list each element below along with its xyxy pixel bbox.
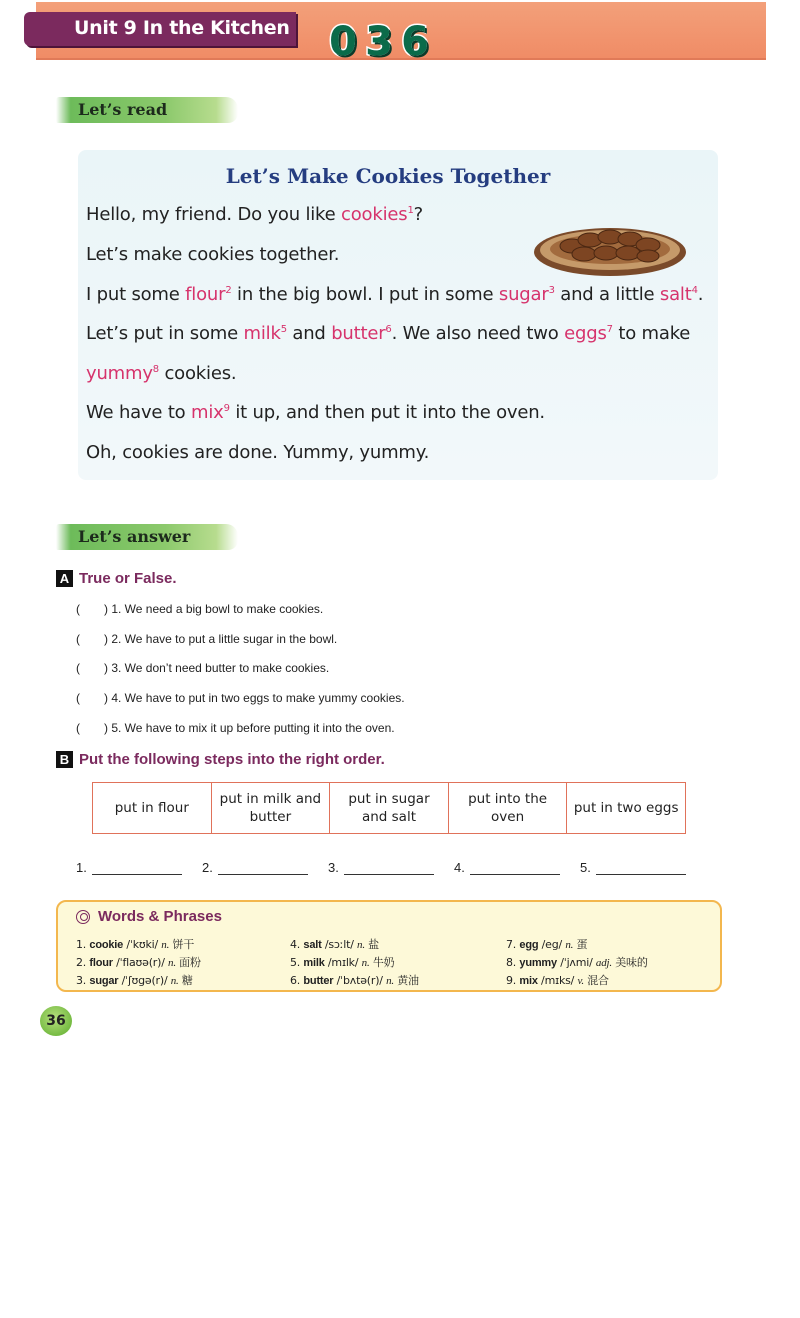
story-line [86,363,236,384]
vocab-entry [76,972,193,988]
keyword: yummy$^8$ [86,363,159,384]
cookie-plate-illustration [532,222,688,278]
part-a-badge: A [56,570,73,587]
vocab-word: egg [519,939,539,951]
blank-number: 4. [454,860,465,875]
step-cell: put in milk and butter [212,783,331,833]
vocab-entry [76,936,194,952]
steps-table [92,782,686,834]
answer-paren[interactable]: ( [76,721,80,735]
vocab-entry [506,936,587,952]
answer-paren[interactable]: ( [76,632,80,646]
story-text-segment: to make [612,323,691,344]
vocab-entry [506,954,648,970]
vocab-entry [506,972,609,988]
double-circle-icon [76,910,90,924]
vocab-ipa: /ˈbʌtə(r)/ [333,974,387,987]
order-answer-blanks [76,860,706,875]
vocab-number: 9. [506,974,520,987]
story-title: Let’s Make Cookies Together [225,164,551,188]
footnote-number: 6 [385,324,392,335]
vocab-entry [290,954,394,970]
vocab-number: 1. [76,938,90,951]
story-line [86,323,690,344]
vocab-word: salt [303,939,322,951]
footnote-number: 3 [548,285,555,296]
part-b-heading [56,751,385,768]
true-false-item [76,721,395,735]
footnote-number: 1 [407,205,414,216]
answer-line[interactable] [92,861,182,875]
vocab-number: 3. [76,974,90,987]
answer-line[interactable] [344,861,434,875]
vocab-entry [76,954,201,970]
step-cell: put into the oven [449,783,568,833]
keyword: sugar$^3$ [498,284,555,305]
vocab-word: cookie [89,939,124,951]
true-false-item [76,602,323,616]
page-number: 36 [40,1006,72,1036]
tf-statement: ) 1. We need a big bowl to make cookies. [104,602,324,616]
story-text-segment: Let’s put in some [86,323,244,344]
vocab-pos: n. [357,939,365,951]
order-blank [76,860,202,875]
vocab-translation: 盐 [364,938,379,951]
vocab-entry [290,972,419,988]
blank-number: 5. [580,860,591,875]
step-cell: put in flour [93,783,212,833]
lets-read-label: Let’s read [56,97,238,123]
vocab-translation: 蛋 [573,938,588,951]
true-false-item [76,632,337,646]
vocab-pos: v. [577,975,584,987]
footnote-number: 9 [223,403,230,414]
vocab-word: yummy [519,957,557,969]
story-text-segment: and a little [554,284,660,305]
story-line [86,402,545,423]
blank-number: 2. [202,860,213,875]
footnote-number: 4 [691,285,698,296]
story-text-segment: . [697,284,704,305]
lets-answer-label: Let’s answer [56,524,238,550]
story-text-segment: Let’s make cookies together. [86,244,340,265]
words-phrases-title: Words & Phrases [98,908,222,925]
vocab-ipa: /ˈʃʊgə(r)/ [118,974,171,987]
vocab-pos: n. [170,975,179,987]
true-false-item [76,691,405,705]
vocab-number: 6. [290,974,304,987]
vocab-number: 5. [290,956,304,969]
vocab-number: 7. [506,938,520,951]
vocab-word: milk [303,957,325,969]
part-a-title: True or False. [79,570,177,587]
footnote-number: 8 [152,364,159,375]
story-text-segment: cookies. [158,363,237,384]
story-line [86,284,703,305]
vocab-pos: n. [386,975,394,987]
keyword: cookies$^1$ [341,204,414,225]
order-blank [580,860,706,875]
vocab-ipa: /mɪks/ [537,974,578,987]
vocab-ipa: /mɪlk/ [324,956,362,969]
reading-panel [78,150,718,480]
part-b-title: Put the following steps into the right order. [79,751,385,768]
vocab-pos: adj. [595,957,612,969]
blank-number: 1. [76,860,87,875]
vocab-translation: 美味的 [611,956,648,969]
story-line [86,204,423,225]
page-code-digit: 6 [401,19,429,65]
vocab-ipa: /ˈjʌmi/ [556,956,596,969]
keyword: flour$^2$ [185,284,232,305]
story-text-segment: and [286,323,332,344]
answer-paren[interactable]: ( [76,691,80,705]
vocab-word: sugar [89,975,119,987]
true-false-item [76,661,329,675]
unit-title: Unit 9 In the Kitchen [24,12,296,46]
vocab-ipa: /sɔːlt/ [321,938,358,951]
vocab-entry [290,936,379,952]
vocab-pos: n. [565,939,574,951]
keyword: eggs$^7$ [564,323,613,344]
vocab-number: 8. [506,956,520,969]
vocab-number: 2. [76,956,90,969]
story-text-segment: We have to [86,402,192,423]
footnote-number: 5 [280,324,287,335]
page-code-badge [326,18,432,66]
answer-line[interactable] [596,861,686,875]
answer-paren[interactable]: ( [76,661,80,675]
story-line [86,442,429,463]
keyword: butter$^6$ [331,323,392,344]
page-code-digit: 0 [329,19,357,65]
vocab-word: butter [303,975,334,987]
vocab-translation: 糖 [178,974,193,987]
tf-statement: ) 5. We have to mix it up before putting it into the oven. [104,721,395,735]
vocab-pos: n. [361,957,370,969]
keyword: milk$^5$ [243,323,287,344]
vocab-pos: n. [161,939,170,951]
vocab-translation: 黄油 [393,974,419,987]
story-line [86,244,339,265]
answer-line[interactable] [470,861,560,875]
vocab-pos: n. [168,957,176,969]
vocab-word: mix [519,975,538,987]
answer-paren[interactable]: ( [76,602,80,616]
story-text-segment: ? [413,204,423,225]
story-text-segment: Oh, cookies are done. Yummy, yummy. [86,442,430,463]
vocab-ipa: /eg/ [538,938,566,951]
step-cell: put in two eggs [573,800,679,816]
answer-line[interactable] [218,861,308,875]
order-blank [454,860,580,875]
story-text-segment: it up, and then put it into the oven. [229,402,545,423]
vocab-translation: 混合 [583,974,609,987]
vocab-ipa: /ˈflaʊə(r)/ [112,956,169,969]
vocab-number: 4. [290,938,304,951]
footnote-number: 7 [606,324,613,335]
footnote-number: 2 [225,285,232,296]
vocab-ipa: /ˈkʊki/ [123,938,162,951]
tf-statement: ) 4. We have to put in two eggs to make yummy cookies. [104,691,405,705]
story-text-segment: I put some [86,284,186,305]
vocab-word: flour [89,957,113,969]
order-blank [328,860,454,875]
story-text-segment: in the big bowl. I put in some [231,284,499,305]
part-a-heading [56,570,177,587]
step-cell: put in sugar and salt [330,783,449,833]
vocab-translation: 饼干 [169,938,195,951]
order-blank [202,860,328,875]
tf-statement: ) 2. We have to put a little sugar in the bowl. [104,632,338,646]
part-b-badge: B [56,751,73,768]
keyword: mix$^9$ [191,402,230,423]
keyword: salt$^4$ [659,284,698,305]
story-text-segment: Hello, my friend. Do you like [86,204,342,225]
tf-statement: ) 3. We don’t need butter to make cookies. [104,661,330,675]
vocab-translation: 面粉 [175,956,201,969]
page-code-digit: 3 [365,19,393,65]
story-text-segment: . We also need two [391,323,565,344]
words-phrases-heading [76,908,222,925]
words-phrases-box [56,900,722,992]
vocab-translation: 牛奶 [369,956,395,969]
blank-number: 3. [328,860,339,875]
